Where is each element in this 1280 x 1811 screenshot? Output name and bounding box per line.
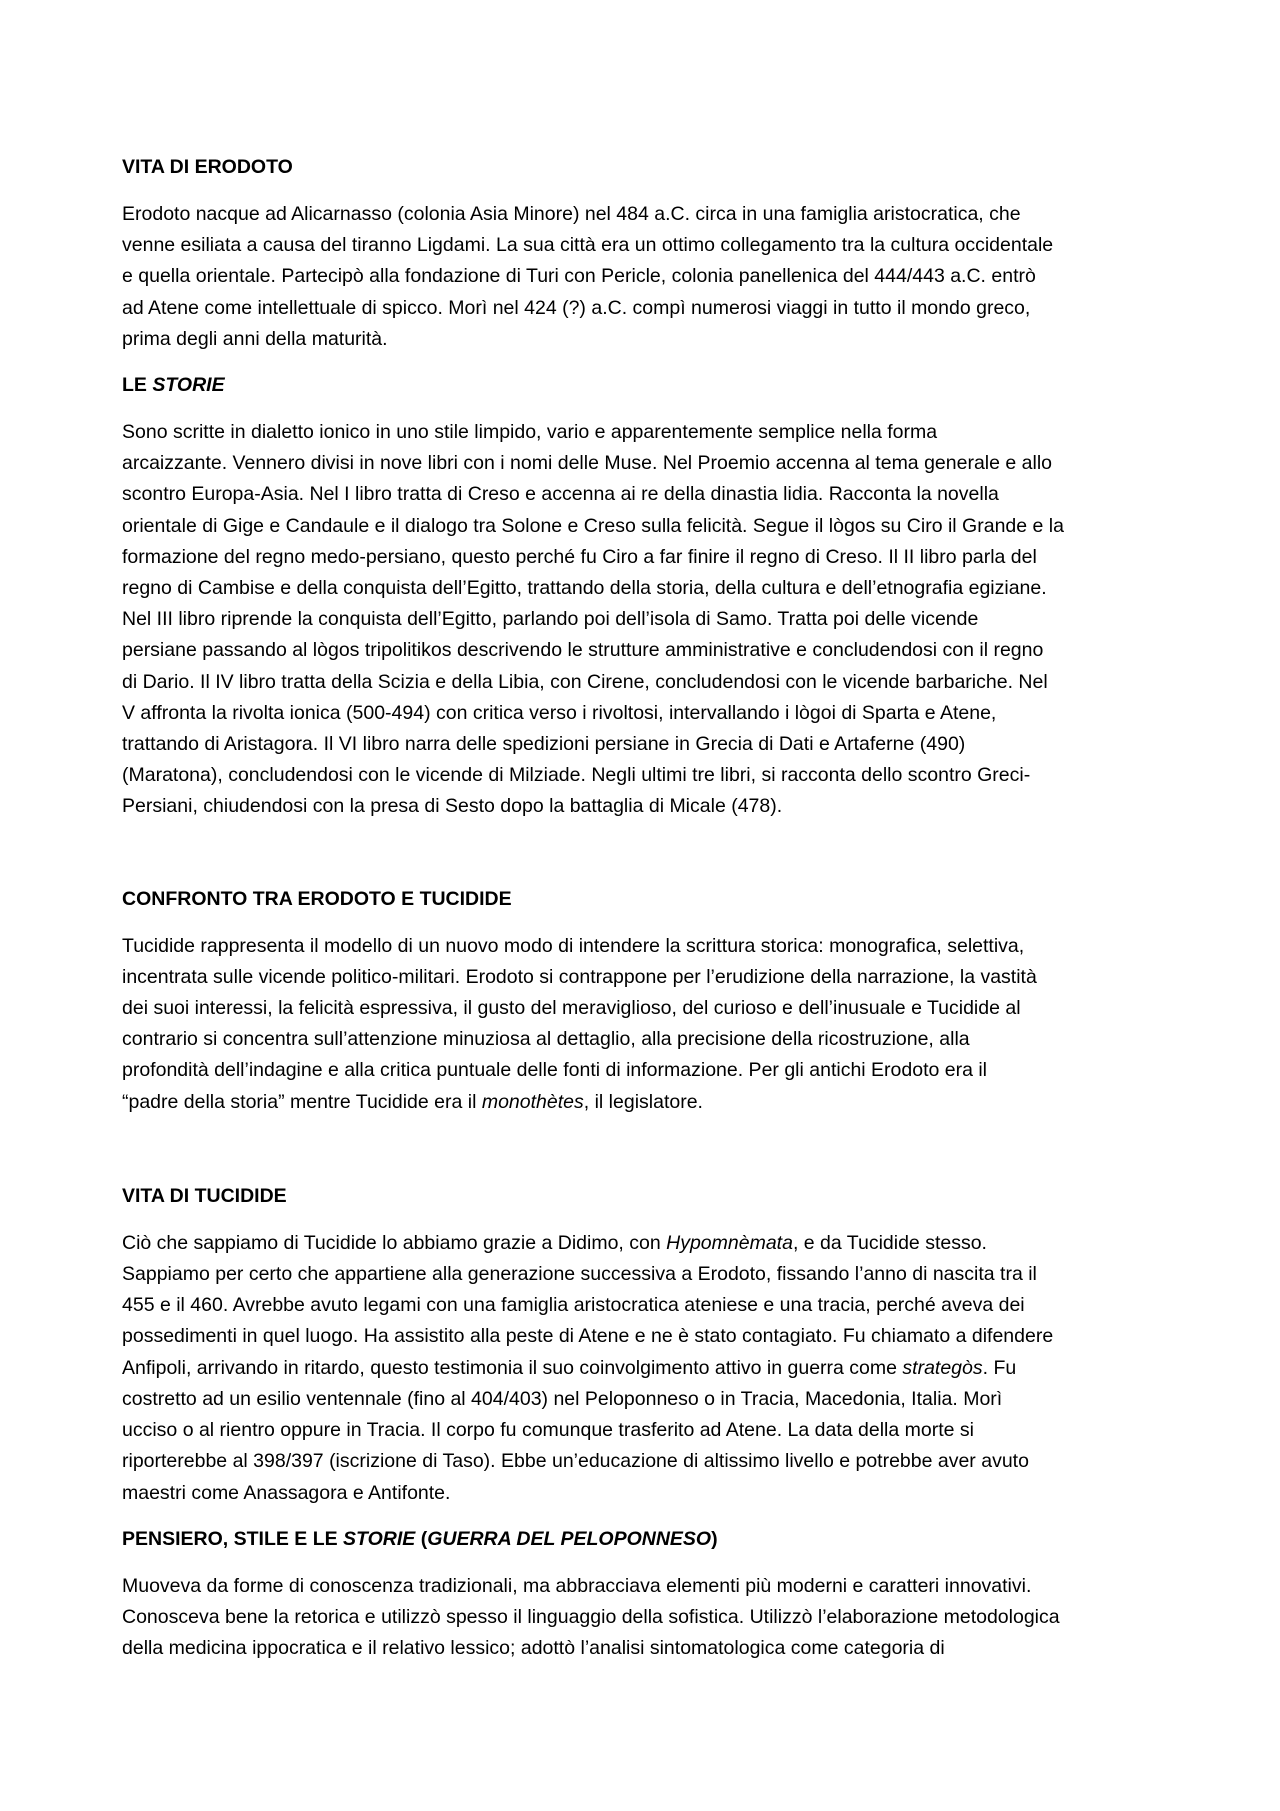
text-line: regno di Cambise e della conquista dell’Egitto, trattando della storia, della cultura e dell’etnografia egiziane. <box>122 577 1047 600</box>
heading-text: ( <box>415 1527 428 1550</box>
text-line: maestri come Anassagora e Antifonte. <box>122 1481 451 1504</box>
text-line: Muoveva da forme di conoscenza tradizionali, ma abbracciava elementi più moderni e caratteri innovativi. <box>122 1574 1032 1597</box>
text-line: prima degli anni della maturità. <box>122 327 388 350</box>
heading-vita-tucidide: VITA DI TUCIDIDE <box>122 1184 287 1207</box>
heading-italic-text: STORIE <box>343 1527 416 1550</box>
text-line: dei suoi interessi, la felicità espressiva, il gusto del meraviglioso, del curioso e dell’inusuale e Tucidide al <box>122 997 1021 1020</box>
paragraph-vita-erodoto <box>122 199 1162 355</box>
paragraph-le-storie <box>122 417 1162 823</box>
paragraph-pensiero <box>122 1571 1162 1665</box>
heading-vita-erodoto: VITA DI ERODOTO <box>122 156 293 178</box>
text-run: . Fu <box>982 1356 1017 1379</box>
heading-italic-text: GUERRA DEL PELOPONNESO <box>427 1527 712 1550</box>
text-line: profondità dell’indagine e alla critica puntuale delle fonti di informazione. Per gli antichi Erodoto era il <box>122 1059 988 1082</box>
text-line: possedimenti in quel luogo. Ha assistito alla peste di Atene e ne è stato contagiato. Fu chiamato a difendere <box>122 1325 1054 1348</box>
text-run: “padre della storia” mentre Tucidide era il <box>122 1090 482 1113</box>
text-line <box>122 1087 1162 1118</box>
text-line: incentrata sulle vicende politico-militari. Erodoto si contrappone per l’erudizione della narrazione, la vastità <box>122 965 1037 988</box>
text-line: venne esiliata a causa del tiranno Ligdami. La sua città era un ottimo collegamento tra la cultura occidentale <box>122 234 1054 257</box>
text-line: orientale di Gige e Candaule e il dialogo tra Solone e Creso sulla felicità. Segue il lògos su Ciro il Grande e la <box>122 514 1064 537</box>
text-line: Persiani, chiudendosi con la presa di Sesto dopo la battaglia di Micale (478). <box>122 795 783 818</box>
blank-line <box>122 838 1162 884</box>
text-line: di Dario. Il IV libro tratta della Scizia e della Libia, con Cirene, concludendosi con le vicende barbariche. Nel <box>122 670 1048 693</box>
paragraph-vita-tucidide <box>122 1228 1162 1509</box>
heading-italic-text: STORIE <box>152 374 225 397</box>
text-line: formazione del regno medo-persiano, questo perché fu Ciro a far finire il regno di Creso. Il II libro parla del <box>122 545 1037 568</box>
text-line <box>122 1228 1162 1259</box>
text-line: della medicina ippocratica e il relativo lessico; adottò l’analisi sintomatologica come categoria di <box>122 1637 945 1660</box>
text-line: Nel III libro riprende la conquista dell’Egitto, parlando poi dell’isola di Samo. Tratta poi delle vicende <box>122 608 979 631</box>
text-line: (Maratona), concludendosi con le vicende di Milziade. Negli ultimi tre libri, si racconta dello scontro Greci- <box>122 764 1031 787</box>
text-line: ucciso o al rientro oppure in Tracia. Il corpo fu comunque trasferito ad Atene. La data della morte si <box>122 1419 974 1442</box>
heading-le-storie <box>122 370 1162 401</box>
text-run: Anfipoli, arrivando in ritardo, questo testimonia il suo coinvolgimento attivo in guerra come <box>122 1356 903 1379</box>
text-line: arcaizzante. Vennero divisi in nove libri con i nomi delle Muse. Nel Proemio accenna al tema generale e allo <box>122 452 1053 475</box>
text-line: Conosceva bene la retorica e utilizzò spesso il linguaggio della sofistica. Utilizzò l’elaborazione metodologica <box>122 1605 1060 1628</box>
text-line: Tucidide rappresenta il modello di un nuovo modo di intendere la scrittura storica: monografica, selettiva, <box>122 934 1025 957</box>
heading-text: LE <box>122 374 153 397</box>
text-line: riporterebbe al 398/397 (iscrizione di Taso). Ebbe un’educazione di altissimo livello e potrebbe aver avuto <box>122 1450 1029 1473</box>
text-line: costretto ad un esilio ventennale (fino al 404/403) nel Peloponneso o in Tracia, Macedonia, Italia. Morì <box>122 1387 1003 1410</box>
text-line: scontro Europa-Asia. Nel I libro tratta di Creso e accenna ai re della dinastia lidia. Racconta la novella <box>122 483 999 506</box>
text-line <box>122 1353 1162 1384</box>
heading-text: ) <box>711 1527 718 1550</box>
heading-confronto: CONFRONTO TRA ERODOTO E TUCIDIDE <box>122 887 512 910</box>
heading-pensiero <box>122 1524 1162 1555</box>
italic-term: monothètes <box>481 1090 584 1113</box>
italic-term: strategòs <box>902 1356 983 1379</box>
text-line: e quella orientale. Partecipò alla fondazione di Turi con Pericle, colonia panellenica del 444/443 a.C. entrò <box>122 265 1036 288</box>
italic-term: Hypomnèmata <box>666 1231 793 1254</box>
heading-text: PENSIERO, STILE E LE <box>122 1527 344 1550</box>
text-line: contrario si concentra sull’attenzione minuziosa al dettaglio, alla precisione della ricostruzione, alla <box>122 1028 970 1051</box>
paragraph-confronto <box>122 931 1162 1118</box>
text-line: V affronta la rivolta ionica (500-494) con critica verso i rivoltosi, intervallando i lògoi di Sparta e Atene, <box>122 701 997 724</box>
text-line: trattando di Aristagora. Il VI libro narra delle spedizioni persiane in Grecia di Dati e Artaferne (490) <box>122 733 966 756</box>
text-line: Sappiamo per certo che appartiene alla generazione successiva a Erodoto, fissando l’anno di nascita tra il <box>122 1263 1037 1286</box>
text-line: persiane passando al lògos tripolitikos descrivendo le strutture amministrative e concludendosi con il regno <box>122 639 1044 662</box>
text-run: , il legislatore. <box>583 1090 703 1113</box>
text-line: 455 e il 460. Avrebbe avuto legami con una famiglia aristocratica ateniese e una tracia, perché aveva dei <box>122 1294 1025 1317</box>
text-run: Ciò che sappiamo di Tucidide lo abbiamo grazie a Didimo, con <box>122 1231 667 1254</box>
text-line: Erodoto nacque ad Alicarnasso (colonia Asia Minore) nel 484 a.C. circa in una famiglia aristocratica, che <box>122 203 1021 225</box>
text-line: Sono scritte in dialetto ionico in uno stile limpido, vario e apparentemente semplice nella forma <box>122 421 938 444</box>
text-run: , e da Tucidide stesso. <box>792 1231 987 1254</box>
blank-line <box>122 1133 1162 1181</box>
text-line: ad Atene come intellettuale di spicco. Morì nel 424 (?) a.C. compì numerosi viaggi in tutto il mondo greco, <box>122 296 1031 319</box>
